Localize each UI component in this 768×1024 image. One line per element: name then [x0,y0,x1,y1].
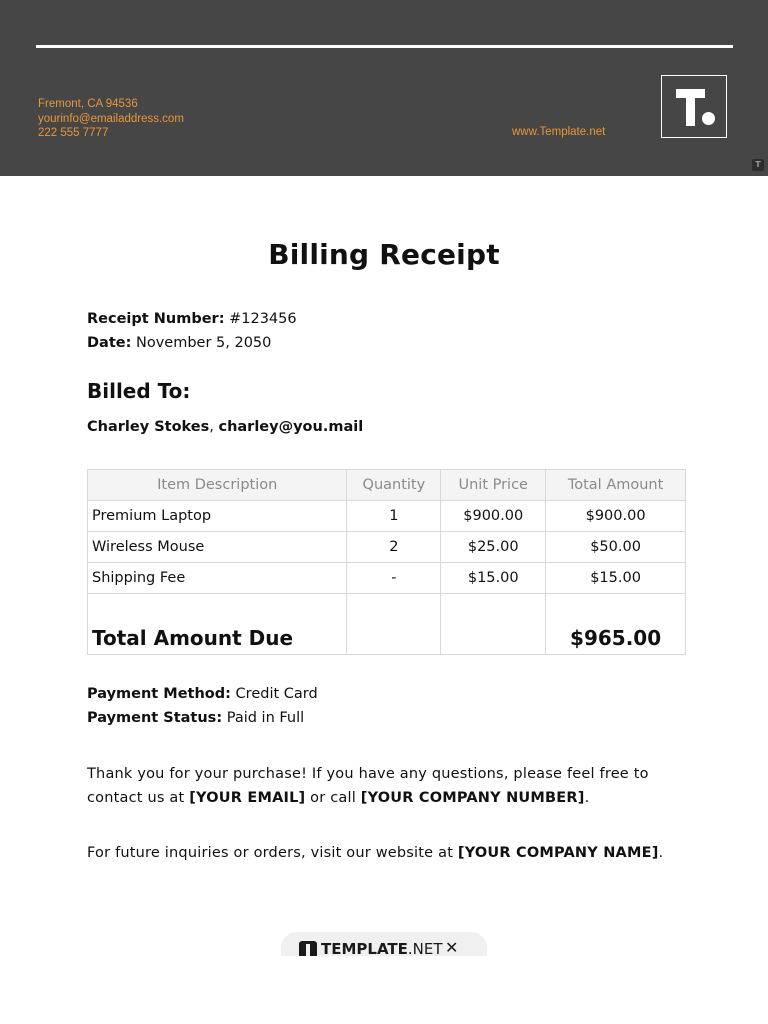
date-value: November 5, 2050 [131,335,272,351]
payment-method-value: Credit Card [230,686,318,702]
receipt-number-value: #123456 [224,311,297,327]
row-quantity: 2 [347,532,441,563]
template-net-logo-icon [299,941,317,956]
contact-phone: 222 555 7777 [38,127,109,139]
inquiries-text: For future inquiries or orders, visit our website at [87,845,458,861]
row-total: $50.00 [546,532,686,563]
logo-dot-icon [702,112,715,125]
thank-you-text-end: . [584,790,590,806]
company-number-placeholder: [YOUR COMPANY NUMBER] [360,790,585,806]
row-description: Wireless Mouse [88,532,347,563]
email-placeholder: [YOUR EMAIL] [189,790,306,806]
payment-method [87,686,318,702]
thank-you-text-mid: or call [305,790,361,806]
total-empty-cell [347,594,441,655]
date-label: Date: [87,335,132,351]
close-icon[interactable]: ✕ [445,938,459,957]
receipt-number [87,311,297,327]
table-row [88,501,686,532]
row-description: Premium Laptop [88,501,347,532]
row-total: $15.00 [546,563,686,594]
receipt-date [87,335,271,351]
contact-info [38,97,184,141]
inquiries-text-end: . [658,845,664,861]
payment-status [87,710,304,726]
row-total: $900.00 [546,501,686,532]
total-row [88,594,686,655]
table-header-row [88,470,686,501]
payment-status-value: Paid in Full [222,710,305,726]
contact-email: yourinfo@emailaddress.com [38,112,184,125]
row-unit-price: $15.00 [441,563,546,594]
billed-to-email: charley@you.mail [218,419,364,435]
header-total-amount: Total Amount [546,470,686,501]
row-quantity: - [347,563,441,594]
logo-letter-icon [676,89,705,126]
row-quantity: 1 [347,501,441,532]
row-description: Shipping Fee [88,563,347,594]
payment-status-label: Payment Status: [87,710,223,726]
thank-you-text: Thank you for your purchase! If you have any questions, please feel free to contact us at [87,766,649,806]
header-band [0,0,768,176]
row-unit-price: $900.00 [441,501,546,532]
header-item-description: Item Description [88,470,347,501]
website-link[interactable]: www.Template.net [512,126,606,138]
billed-to-details [87,419,363,435]
thank-you-paragraph [87,762,687,810]
badge-brand-bold: TEMPLATE [321,940,408,958]
row-unit-price: $25.00 [441,532,546,563]
items-table [87,469,686,655]
header-unit-price: Unit Price [441,470,546,501]
company-logo [661,75,727,138]
badge-brand-rest: .NET [407,940,443,958]
table-row [88,563,686,594]
total-amount-value: $965.00 [546,594,686,655]
header-rule [36,45,733,48]
template-net-badge[interactable] [281,932,487,956]
page-title: Billing Receipt [268,238,500,271]
payment-method-label: Payment Method: [87,686,231,702]
contact-address: Fremont, CA 94536 [38,98,138,110]
badge-brand [321,940,443,958]
total-empty-cell [441,594,546,655]
header-quantity: Quantity [347,470,441,501]
table-row [88,532,686,563]
billed-to-heading: Billed To: [87,379,191,403]
total-amount-label: Total Amount Due [88,594,347,655]
company-name-placeholder: [YOUR COMPANY NAME] [457,845,659,861]
inquiries-paragraph [87,841,687,865]
billed-to-name: Charley Stokes [87,419,210,435]
billed-to-separator: , [209,419,219,435]
receipt-number-label: Receipt Number: [87,311,225,327]
corner-mark-icon: T [752,159,764,171]
